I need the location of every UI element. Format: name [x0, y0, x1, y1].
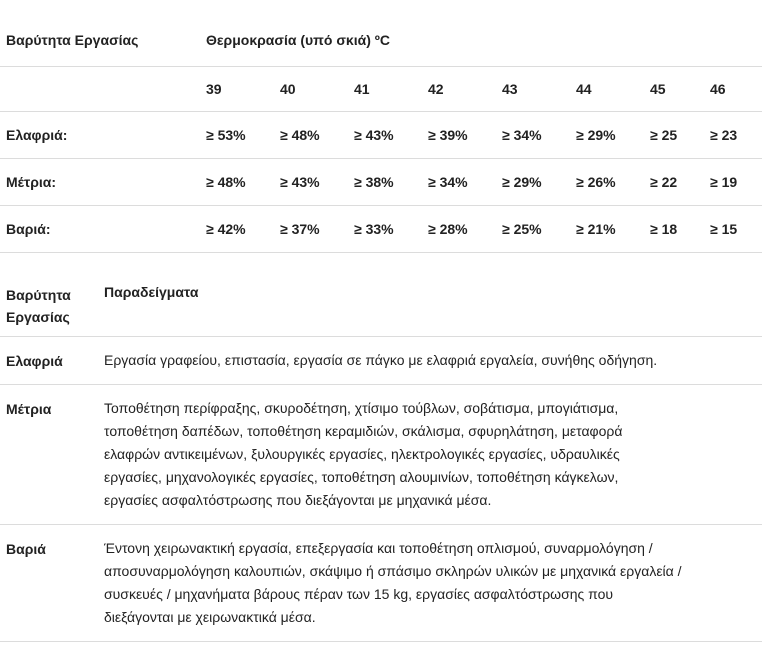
table-header-row [0, 254, 762, 337]
table-header-row [0, 0, 762, 67]
value-cell: ≥ 34% [428, 174, 468, 190]
row-label: Μέτρια: [6, 174, 57, 190]
header-examples: Παραδείγματα [104, 284, 199, 300]
value-cell: ≥ 43% [280, 174, 320, 190]
examples-line: Εργασία γραφείου, επιστασία, εργασία σε πάγκο με ελαφριά εργαλεία, συνήθης οδήγηση. [104, 352, 658, 368]
examples-line: συσκευές / μηχανήματα βάρους πέραν των 15 kg, εργασίες ασφαλτόστρωσης που [104, 586, 614, 602]
examples-line: Έντονη χειρωνακτική εργασία, επεξεργασία και τοποθέτηση οπλισμού, συναρμολόγηση / [104, 540, 653, 556]
value-cell: ≥ 23 [710, 127, 738, 143]
header-work-severity [6, 284, 71, 328]
value-cell: ≥ 25 [650, 127, 678, 143]
value-cell: ≥ 25% [502, 221, 542, 237]
row-label: Ελαφριά [6, 353, 63, 369]
value-cell: ≥ 39% [428, 127, 468, 143]
temp-cell: 45 [650, 81, 666, 97]
value-cell: ≥ 53% [206, 127, 246, 143]
temp-cell: 43 [502, 81, 518, 97]
value-cell: ≥ 19 [710, 174, 738, 190]
value-cell: ≥ 34% [502, 127, 542, 143]
temp-cell: 41 [354, 81, 370, 97]
value-cell: ≥ 26% [576, 174, 616, 190]
value-cell: ≥ 37% [280, 221, 320, 237]
value-cell: ≥ 38% [354, 174, 394, 190]
value-cell: ≥ 28% [428, 221, 468, 237]
examples-line: διεξάγονται με χειρωνακτικά μέσα. [104, 609, 316, 625]
table-row-light [0, 337, 762, 385]
examples-line: τοποθέτηση δαπέδων, τοποθέτηση κεραμιδιών, σκάλισμα, σφυρηλάτηση, μεταφορά [104, 423, 623, 439]
row-examples [104, 397, 754, 512]
header-label-line: Εργασίας [6, 309, 70, 325]
table-row-heavy [0, 206, 762, 253]
examples-line: ελαφρών αντικειμένων, ξυλουργικές εργασίες, ηλεκτρολογικές εργασίες, υδραυλικές [104, 446, 620, 462]
temp-cell: 39 [206, 81, 222, 97]
row-label: Βαριά: [6, 221, 51, 237]
value-cell: ≥ 29% [502, 174, 542, 190]
table-row-light [0, 112, 762, 159]
temp-cell: 44 [576, 81, 592, 97]
examples-line: αποσυναρμολόγηση καλουπιών, σκάψιμο ή σπάσιμο σκληρών υλικών με μηχανικά εργαλεία / [104, 563, 682, 579]
value-cell: ≥ 48% [206, 174, 246, 190]
temp-cell: 42 [428, 81, 444, 97]
temperature-row [0, 67, 762, 112]
value-cell: ≥ 21% [576, 221, 616, 237]
temp-cell: 46 [710, 81, 726, 97]
examples-line: εργασίες, μηχανολογικές εργασίες, τοποθέτηση αλουμινίων, τοποθέτηση κάγκελων, [104, 469, 619, 485]
header-temperature: Θερμοκρασία (υπό σκιά) ºC [206, 32, 390, 48]
value-cell: ≥ 15 [710, 221, 738, 237]
value-cell: ≥ 22 [650, 174, 678, 190]
temp-cell: 40 [280, 81, 296, 97]
header-work-severity: Βαρύτητα Εργασίας [6, 32, 139, 48]
value-cell: ≥ 42% [206, 221, 246, 237]
examples-line: Τοποθέτηση περίφραξης, σκυροδέτηση, χτίσιμο τούβλων, σοβάτισμα, μπογιάτισμα, [104, 400, 619, 416]
value-cell: ≥ 48% [280, 127, 320, 143]
row-label: Ελαφριά: [6, 127, 68, 143]
row-examples [104, 349, 754, 372]
header-label-line: Βαρύτητα [6, 287, 71, 303]
table-row-heavy [0, 525, 762, 642]
row-examples [104, 537, 754, 629]
value-cell: ≥ 29% [576, 127, 616, 143]
value-cell: ≥ 33% [354, 221, 394, 237]
row-label: Μέτρια [6, 401, 52, 417]
value-cell: ≥ 18 [650, 221, 678, 237]
value-cell: ≥ 43% [354, 127, 394, 143]
table-row-medium [0, 385, 762, 525]
row-label: Βαριά [6, 541, 46, 557]
examples-line: εργασίες ασφαλτόστρωσης που διεξάγονται με μηχανικά μέσα. [104, 492, 492, 508]
table-row-medium [0, 159, 762, 206]
